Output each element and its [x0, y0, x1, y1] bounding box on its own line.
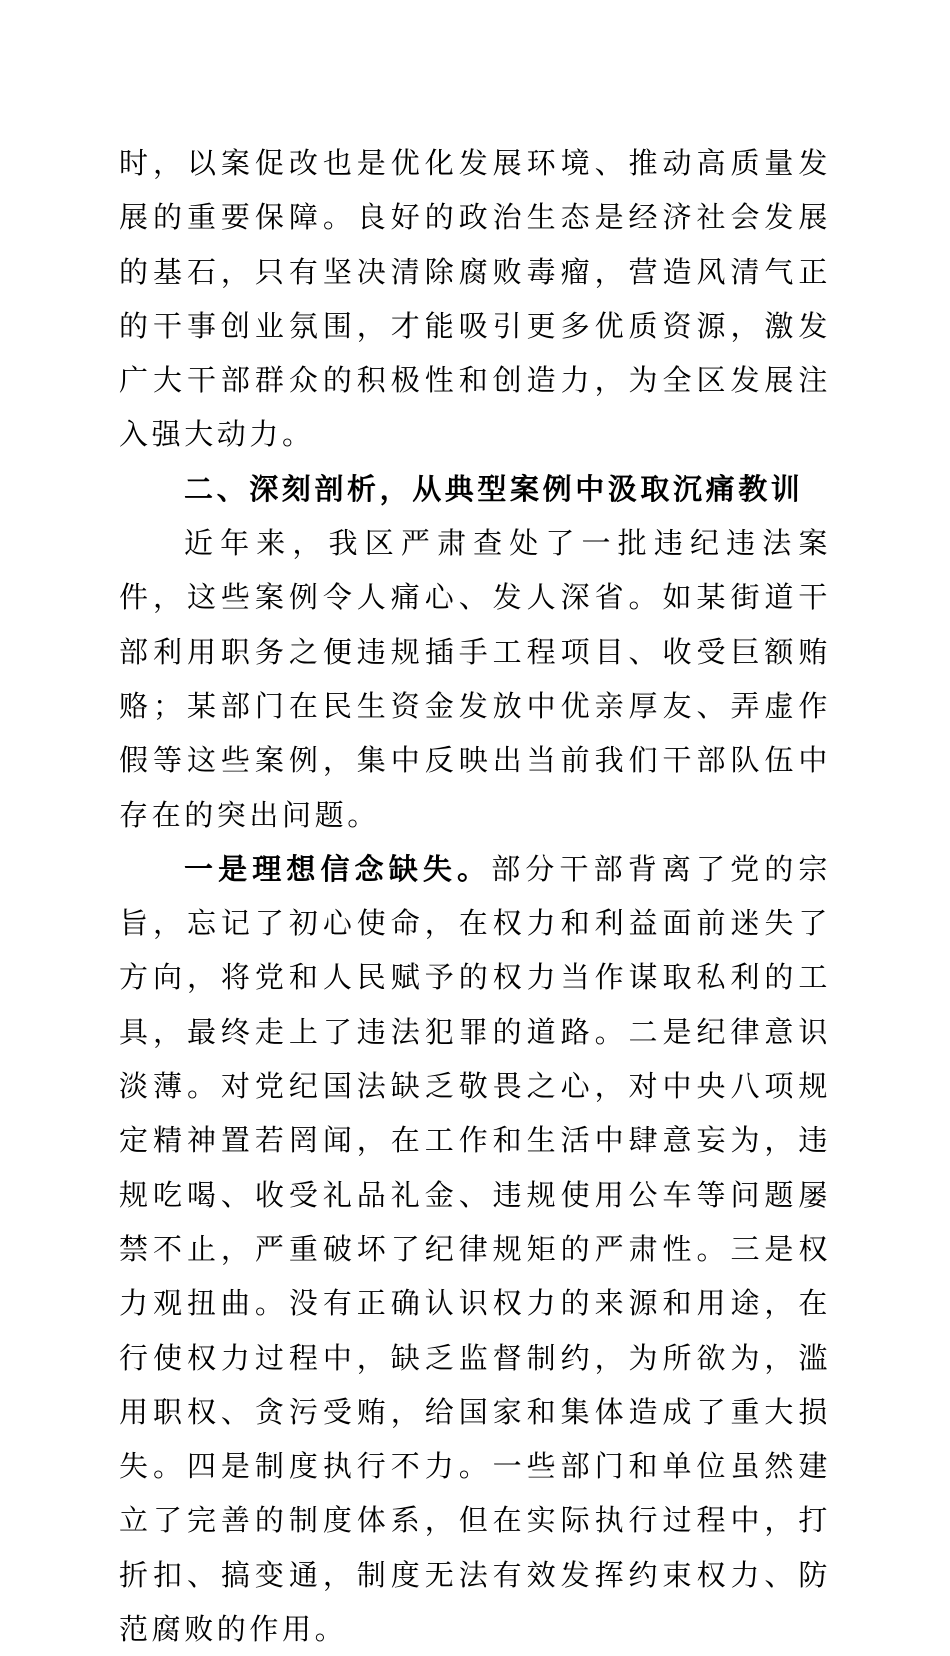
section-heading: 二、深刻剖析，从典型案例中汲取沉痛教训 [184, 471, 804, 506]
paragraph-body: 部分干部背离了党的宗旨，忘记了初心使命，在权力和利益面前迷失了方向，将党和人民赋予的权力当作谋取私利的工具，最终走上了违法犯罪的道路。二是纪律意识淡薄。对党纪国法缺乏敬畏之心，对中央八项规定精神置若罔闻，在工作和生活中肆意妄为，违规吃喝、收受礼品礼金、违规使用公车等问题屡禁不止，严重破坏了纪律规矩的严肃性。三是权力观扭曲。没有正确认识权力的来源和用途，在行使权力过程中，缺乏监督制约，为所欲为，滥用职权、贪污受贿，给国家和集体造成了重大损失。四是制度执行不力。一些部门和单位虽然建立了完善的制度体系，但在实际执行过程中，打折扣、搞变通，制度无法有效发挥约束权力、防范腐败的作用。 [119, 851, 831, 1647]
document-page [119, 136, 831, 1656]
paragraph-continuation: 时，以案促改也是优化发展环境、推动高质量发展的重要保障。良好的政治生态是经济社会发展的基石，只有坚决清除腐败毒瘤，营造风清气正的干事创业氛围，才能吸引更多优质资源，激发广大干部群众的积极性和创造力，为全区发展注入强大动力。 [119, 146, 831, 452]
paragraph-cases: 近年来，我区严肃查处了一批违纪违法案件，这些案例令人痛心、发人深省。如某街道干部利用职务之便违规插手工程项目、收受巨额贿赂；某部门在民生资金发放中优亲厚友、弄虚作假等这些案例，集中反映出当前我们干部队伍中存在的突出问题。 [119, 526, 831, 832]
paragraph-lead-phrase: 一是理想信念缺失。 [184, 851, 492, 886]
paragraph-problems [119, 842, 831, 1656]
